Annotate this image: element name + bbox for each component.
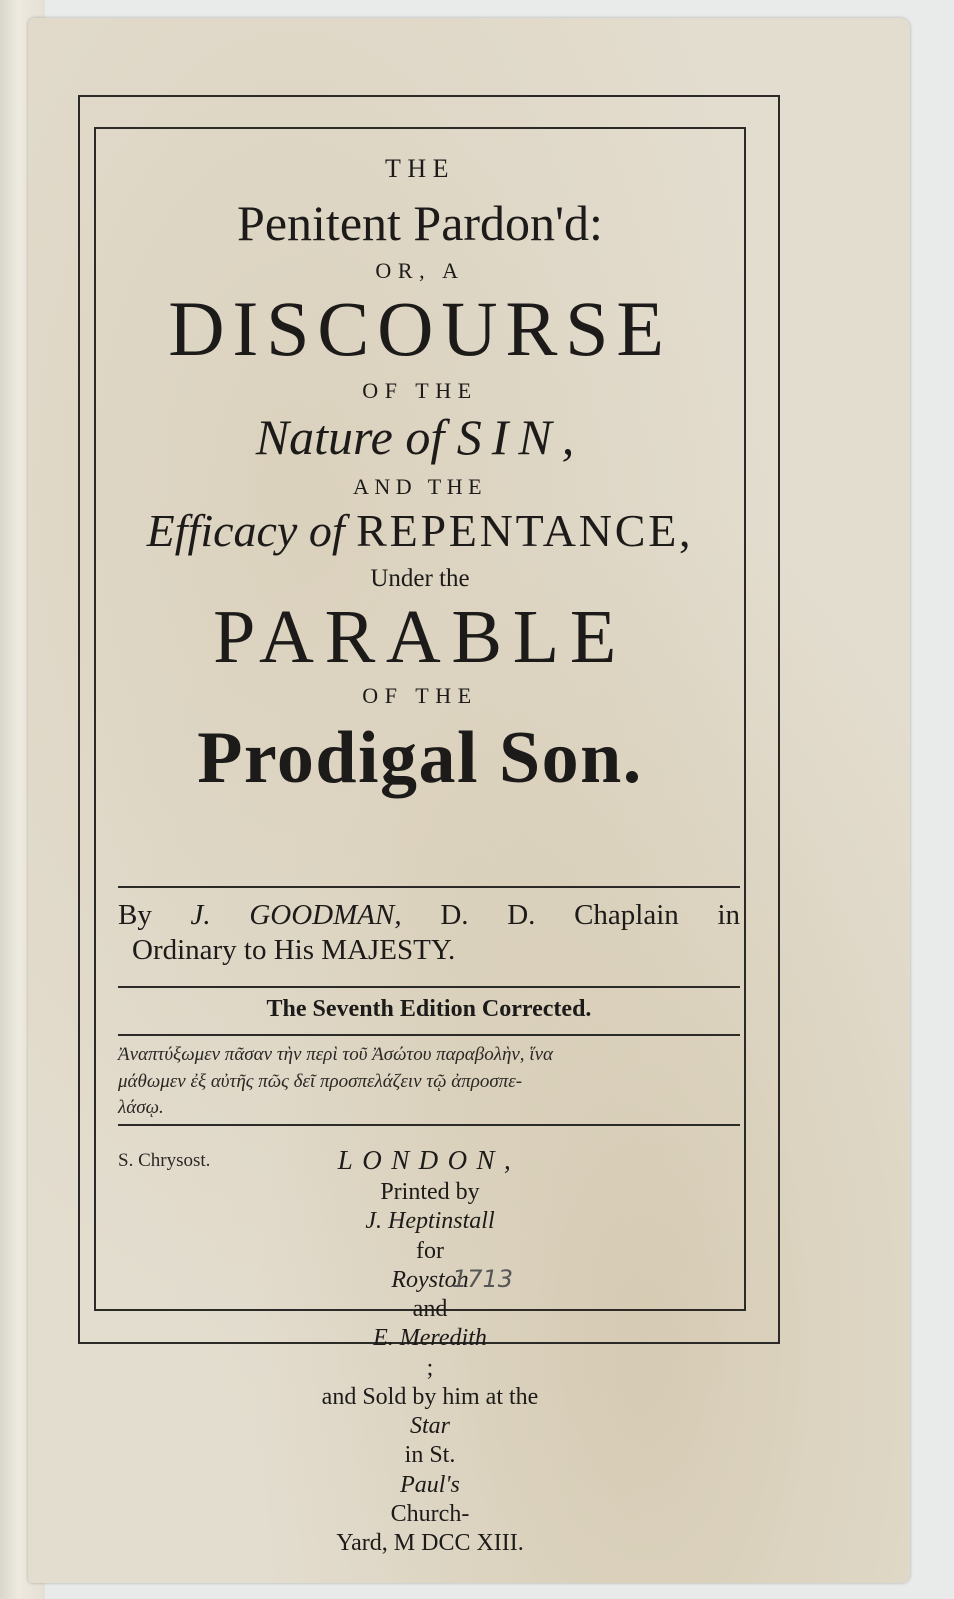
and: and	[412, 1296, 448, 1323]
edition-statement: The Seventh Edition Corrected.	[266, 996, 592, 1022]
semicolon: ;	[426, 1354, 434, 1381]
main-title: Penitent Pardon'd:	[237, 195, 603, 251]
greek-attribution: S. Chrysost.	[118, 1150, 211, 1172]
byline-row-1	[118, 898, 740, 933]
pauls: Paul's	[400, 1471, 460, 1498]
degree: D. D. Chaplain in	[440, 899, 741, 931]
sin: SIN,	[456, 409, 585, 465]
of-the-1: OF THE	[362, 378, 478, 403]
for: for	[416, 1237, 444, 1264]
publisher-1: Royston	[391, 1266, 469, 1293]
efficacy-of: Efficacy of	[146, 505, 345, 556]
printer: J. Heptinstall	[365, 1208, 495, 1235]
in-st: in St.	[404, 1442, 456, 1469]
imprint	[110, 1178, 750, 1558]
greek-line-2: μάθωμεν ἐξ αὐτῆς πῶς δεῖ προσπελάζειν τῷ ἀπροσπε-	[118, 1070, 523, 1092]
imprint-line-3: Yard, M DCC XIII.	[336, 1530, 524, 1557]
publisher-2: E. Meredith	[373, 1325, 487, 1352]
byline-row-2: Ordinary to His MAJESTY.	[132, 933, 456, 966]
parable-heading: PARABLE	[213, 595, 627, 679]
the-heading: THE	[384, 154, 456, 183]
by: By	[118, 899, 152, 931]
under-the: Under the	[370, 565, 470, 592]
star: Star	[409, 1413, 450, 1440]
sold-by: and Sold by him at the	[321, 1383, 539, 1410]
rule-1	[118, 886, 740, 888]
rule-3	[118, 1034, 740, 1036]
handwritten-year: 1713	[452, 1265, 514, 1293]
prodigal-son: Prodigal Son.	[197, 717, 643, 799]
nature-of: Nature of	[255, 409, 445, 465]
imprint-line-2	[110, 1383, 750, 1529]
and-the: AND THE	[352, 474, 488, 499]
repentance: REPENTANCE,	[356, 505, 694, 556]
imprint-line-1	[110, 1178, 750, 1383]
rule-4	[118, 1124, 740, 1126]
author: J. GOODMAN,	[190, 899, 402, 931]
title-block	[100, 150, 740, 799]
printed-by: Printed by	[380, 1179, 480, 1205]
efficacy-line	[100, 505, 740, 556]
church: Church-	[390, 1500, 470, 1527]
of-the-2: OF THE	[362, 683, 478, 708]
rule-2	[118, 986, 740, 988]
byline	[118, 898, 740, 968]
or-a: OR, A	[375, 258, 465, 283]
greek-line-3: λάσῳ.	[118, 1097, 164, 1119]
nature-of-sin	[100, 409, 740, 465]
discourse-heading: DISCOURSE	[168, 285, 672, 372]
greek-line-1: Ἀναπτύξωμεν πᾶσαν τὴν περὶ τοῦ Ἀσώτου παραβολὴν, ἵνα	[118, 1044, 553, 1065]
imprint-city: LONDON,	[337, 1145, 521, 1175]
